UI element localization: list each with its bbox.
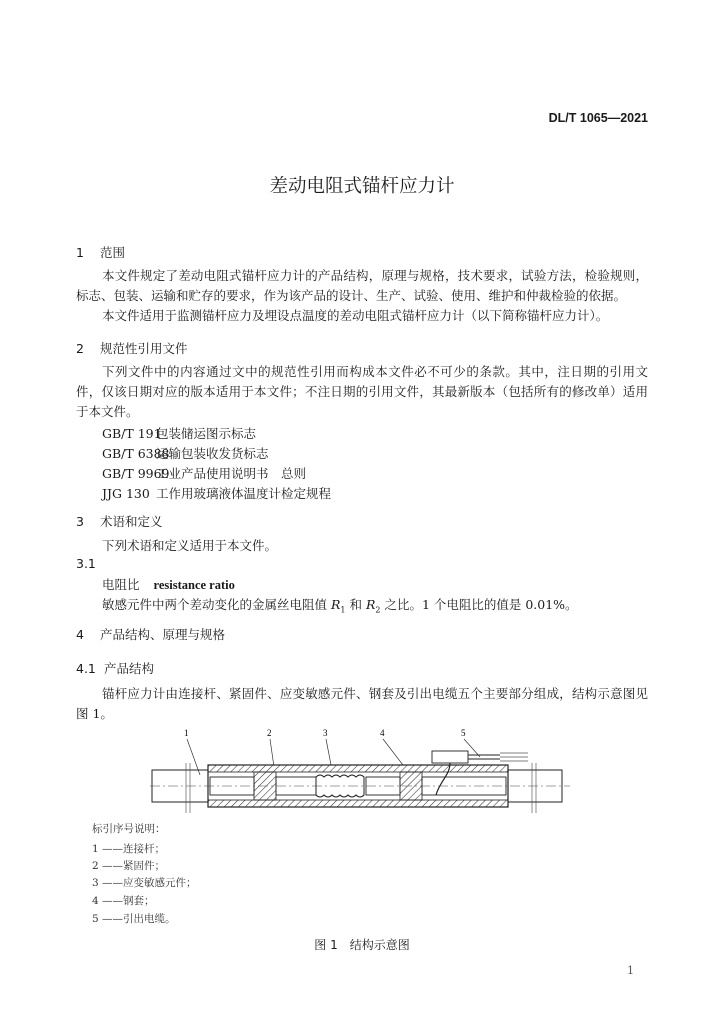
reference-item bbox=[102, 464, 306, 482]
callout-1: 1 bbox=[184, 728, 189, 738]
cable-gland bbox=[432, 751, 468, 763]
reference-code: GB/T 6388 bbox=[102, 446, 170, 461]
callout-2: 2 bbox=[267, 728, 272, 738]
legend-title: 标引序号说明： bbox=[92, 823, 166, 835]
section-2-paragraph: 下列文件中的内容通过文中的规范性引用而构成本文件必不可少的条款。其中，注日期的引用文件，仅该日期对应的版本适用于本文件；不注日期的引用文件，其最新版本（包括所有的修改单）适用于本文件。 bbox=[76, 364, 648, 419]
structure-diagram bbox=[150, 725, 570, 815]
callout-5: 5 bbox=[461, 728, 466, 738]
reference-code: GB/T 191 bbox=[102, 426, 162, 441]
term-definition: 敏感元件中两个差动变化的金属丝电阻值 $R_1$ 和 $R_2$ 之比。1 个电阻比的值是 0.01%。 bbox=[102, 597, 578, 615]
legend-item: 1 ——连接杆； bbox=[92, 843, 166, 855]
reference-item bbox=[102, 444, 269, 462]
subsection-title: 产品结构 bbox=[104, 661, 155, 676]
reference-code: GB/T 9969 bbox=[102, 466, 170, 481]
standard-number: DL/T 1065—2021 bbox=[548, 111, 648, 125]
reference-code: JJG 130 bbox=[102, 486, 150, 501]
section-title: 产品结构、原理与规格 bbox=[100, 627, 226, 642]
section-4-heading bbox=[76, 625, 225, 643]
reference-item bbox=[102, 424, 256, 442]
section-2-heading bbox=[76, 339, 188, 357]
section-title: 规范性引用文件 bbox=[100, 341, 188, 356]
term-entry bbox=[102, 575, 235, 593]
section-number: 2 bbox=[76, 341, 84, 356]
section-title: 术语和定义 bbox=[100, 514, 163, 529]
section-title: 范围 bbox=[100, 245, 126, 260]
section-1-heading bbox=[76, 243, 125, 261]
sleeve-bottom-wall bbox=[208, 800, 508, 807]
r1-symbol: R bbox=[330, 597, 341, 612]
term-number: 3.1 bbox=[76, 556, 96, 571]
reference-title: 包装储运图示标志 bbox=[156, 426, 257, 441]
section-4-1-paragraph: 锚杆应力计由连接杆、紧固件、应变敏感元件、钢套及引出电缆五个主要部分组成，结构示意图见图 1。 bbox=[76, 686, 648, 721]
document-title: 差动电阻式锚杆应力计 bbox=[269, 176, 455, 197]
sleeve-top-wall bbox=[208, 765, 508, 772]
reference-item bbox=[102, 484, 331, 502]
section-3-heading bbox=[76, 512, 163, 530]
reference-title: 工作用玻璃液体温度计检定规程 bbox=[156, 486, 332, 501]
term-english: resistance ratio bbox=[153, 578, 235, 592]
legend-item: 5 ——引出电缆。 bbox=[92, 913, 176, 925]
figure-caption: 图 1 结构示意图 bbox=[314, 938, 410, 952]
legend-item: 2 ——紧固件； bbox=[92, 860, 166, 872]
page-number: 1 bbox=[627, 964, 634, 977]
section-number: 3 bbox=[76, 514, 84, 529]
subsection-number: 4.1 bbox=[76, 661, 96, 676]
legend-item: 4 ——钢套； bbox=[92, 895, 155, 907]
section-number: 4 bbox=[76, 627, 84, 642]
section-number: 1 bbox=[76, 245, 84, 260]
section-3-paragraph: 下列术语和定义适用于本文件。 bbox=[102, 538, 278, 553]
r2-symbol: R bbox=[365, 597, 376, 612]
section-1-paragraph-1: 本文件规定了差动电阻式锚杆应力计的产品结构，原理与规格，技术要求，试验方法，检验规则，标志、包装、运输和贮存的要求，作为该产品的设计、生产、试验、使用、维护和仲裁检验的依据。 bbox=[76, 268, 648, 303]
legend-item: 3 ——应变敏感元件； bbox=[92, 877, 197, 889]
section-1-paragraph-2: 本文件适用于监测锚杆应力及埋设点温度的差动电阻式锚杆应力计（以下简称锚杆应力计）。 bbox=[102, 308, 609, 323]
callout-3: 3 bbox=[323, 728, 328, 738]
term-chinese: 电阻比 bbox=[102, 577, 140, 592]
callout-4: 4 bbox=[380, 728, 385, 738]
reference-title: 工业产品使用说明书 总则 bbox=[156, 466, 307, 481]
reference-title: 运输包装收发货标志 bbox=[156, 446, 269, 461]
section-4-1-heading bbox=[76, 659, 154, 677]
